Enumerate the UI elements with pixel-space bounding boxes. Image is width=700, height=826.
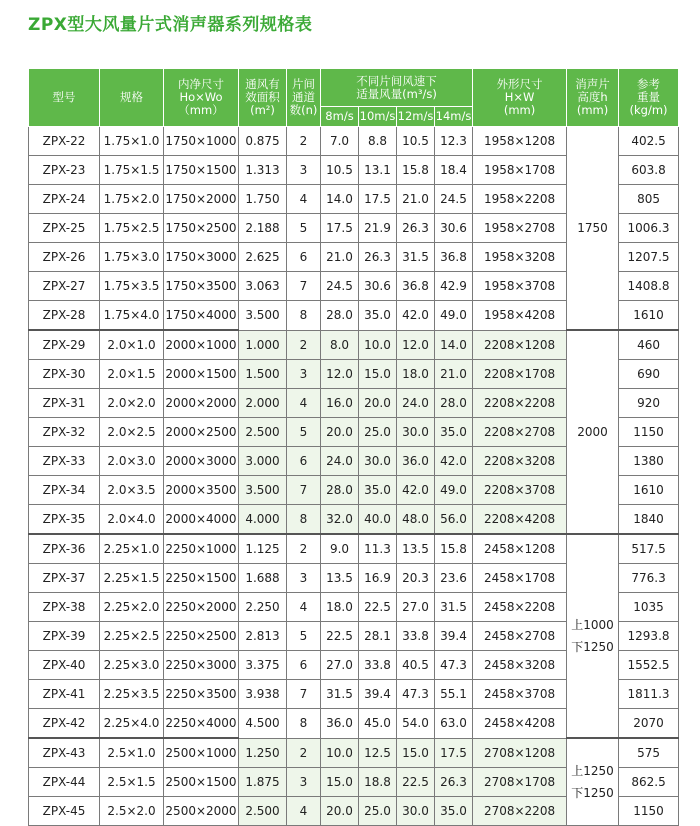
spec-cell: 2.25×1.5 (100, 564, 164, 593)
airflow-8-cell: 10.0 (321, 738, 359, 768)
inner-size-cell: 2500×1500 (164, 768, 239, 797)
area-cell: 3.000 (239, 447, 287, 476)
weight-cell: 1552.5 (619, 651, 679, 680)
weight-cell: 862.5 (619, 768, 679, 797)
airflow-10-cell: 20.0 (359, 389, 397, 418)
airflow-12-cell: 12.0 (397, 330, 435, 360)
header-inner-size: 内净尺寸 Ho×Wo （mm） (164, 69, 239, 127)
airflow-8-cell: 14.0 (321, 185, 359, 214)
airflow-8-cell: 22.5 (321, 622, 359, 651)
height-label: 下1250 (571, 786, 614, 800)
weight-cell: 776.3 (619, 564, 679, 593)
airflow-14-cell: 56.0 (435, 505, 473, 535)
airflow-12-cell: 13.5 (397, 534, 435, 564)
model-cell: ZPX-33 (29, 447, 100, 476)
airflow-12-cell: 22.5 (397, 768, 435, 797)
airflow-10-cell: 22.5 (359, 593, 397, 622)
airflow-8-cell: 24.5 (321, 272, 359, 301)
header-area: 通风有 效面积 (m²) (239, 69, 287, 127)
height-label: 下1250 (571, 640, 614, 654)
header-speed-10: 10m/s (359, 107, 397, 127)
airflow-8-cell: 31.5 (321, 680, 359, 709)
channels-cell: 8 (287, 505, 321, 535)
channels-cell: 5 (287, 622, 321, 651)
airflow-10-cell: 26.3 (359, 243, 397, 272)
area-cell: 1.688 (239, 564, 287, 593)
channels-cell: 2 (287, 738, 321, 768)
inner-size-cell: 1750×3000 (164, 243, 239, 272)
channels-cell: 6 (287, 243, 321, 272)
outer-size-cell: 1958×1708 (473, 156, 567, 185)
airflow-14-cell: 18.4 (435, 156, 473, 185)
airflow-12-cell: 21.0 (397, 185, 435, 214)
outer-size-cell: 2458×2708 (473, 622, 567, 651)
airflow-12-cell: 33.8 (397, 622, 435, 651)
airflow-12-cell: 24.0 (397, 389, 435, 418)
airflow-10-cell: 25.0 (359, 418, 397, 447)
channels-cell: 7 (287, 476, 321, 505)
airflow-10-cell: 30.0 (359, 447, 397, 476)
weight-cell: 603.8 (619, 156, 679, 185)
airflow-14-cell: 17.5 (435, 738, 473, 768)
model-cell: ZPX-44 (29, 768, 100, 797)
spec-cell: 2.0×1.0 (100, 330, 164, 360)
airflow-8-cell: 24.0 (321, 447, 359, 476)
airflow-12-cell: 18.0 (397, 360, 435, 389)
airflow-14-cell: 12.3 (435, 127, 473, 156)
outer-size-cell: 1958×3208 (473, 243, 567, 272)
area-cell: 3.500 (239, 476, 287, 505)
airflow-8-cell: 10.5 (321, 156, 359, 185)
model-cell: ZPX-32 (29, 418, 100, 447)
header-spec: 规格 (100, 69, 164, 127)
model-cell: ZPX-22 (29, 127, 100, 156)
area-cell: 3.375 (239, 651, 287, 680)
spec-cell: 1.75×1.0 (100, 127, 164, 156)
spec-cell: 2.0×1.5 (100, 360, 164, 389)
model-cell: ZPX-26 (29, 243, 100, 272)
outer-size-cell: 2458×1208 (473, 534, 567, 564)
airflow-14-cell: 14.0 (435, 330, 473, 360)
area-cell: 1.500 (239, 360, 287, 389)
airflow-8-cell: 7.0 (321, 127, 359, 156)
inner-size-cell: 2000×1500 (164, 360, 239, 389)
area-cell: 3.938 (239, 680, 287, 709)
channels-cell: 7 (287, 680, 321, 709)
table-row (29, 738, 679, 768)
channels-cell: 2 (287, 534, 321, 564)
inner-size-cell: 1750×2500 (164, 214, 239, 243)
airflow-12-cell: 36.8 (397, 272, 435, 301)
model-cell: ZPX-29 (29, 330, 100, 360)
airflow-12-cell: 47.3 (397, 680, 435, 709)
outer-size-cell: 2208×3708 (473, 476, 567, 505)
airflow-14-cell: 35.0 (435, 797, 473, 826)
area-cell: 4.000 (239, 505, 287, 535)
header-height: 消声片 高度h (mm) (567, 69, 619, 127)
outer-size-cell: 2208×3208 (473, 447, 567, 476)
inner-size-cell: 2250×1500 (164, 564, 239, 593)
airflow-14-cell: 42.0 (435, 447, 473, 476)
weight-cell: 1207.5 (619, 243, 679, 272)
airflow-12-cell: 48.0 (397, 505, 435, 535)
model-cell: ZPX-25 (29, 214, 100, 243)
area-cell: 2.500 (239, 418, 287, 447)
airflow-10-cell: 28.1 (359, 622, 397, 651)
inner-size-cell: 2250×3000 (164, 651, 239, 680)
spec-cell: 2.25×1.0 (100, 534, 164, 564)
spec-cell: 2.25×2.5 (100, 622, 164, 651)
weight-cell: 1380 (619, 447, 679, 476)
airflow-8-cell: 12.0 (321, 360, 359, 389)
channels-cell: 3 (287, 156, 321, 185)
airflow-10-cell: 35.0 (359, 476, 397, 505)
inner-size-cell: 2000×1000 (164, 330, 239, 360)
outer-size-cell: 2458×4208 (473, 709, 567, 739)
inner-size-cell: 1750×3500 (164, 272, 239, 301)
area-cell: 3.500 (239, 301, 287, 331)
outer-size-cell: 2708×1708 (473, 768, 567, 797)
outer-size-cell: 2458×3708 (473, 680, 567, 709)
channels-cell: 6 (287, 651, 321, 680)
outer-size-cell: 2208×2708 (473, 418, 567, 447)
airflow-8-cell: 15.0 (321, 768, 359, 797)
airflow-8-cell: 20.0 (321, 418, 359, 447)
airflow-14-cell: 28.0 (435, 389, 473, 418)
page-title: ZPX型大风量片式消声器系列规格表 (28, 15, 313, 35)
airflow-10-cell: 35.0 (359, 301, 397, 331)
airflow-14-cell: 42.9 (435, 272, 473, 301)
airflow-10-cell: 39.4 (359, 680, 397, 709)
airflow-12-cell: 30.0 (397, 418, 435, 447)
table-header (29, 69, 679, 127)
inner-size-cell: 2000×4000 (164, 505, 239, 535)
spec-cell: 2.0×3.5 (100, 476, 164, 505)
model-cell: ZPX-43 (29, 738, 100, 768)
area-cell: 2.625 (239, 243, 287, 272)
spec-cell: 2.0×2.5 (100, 418, 164, 447)
model-cell: ZPX-37 (29, 564, 100, 593)
channels-cell: 8 (287, 301, 321, 331)
model-cell: ZPX-30 (29, 360, 100, 389)
area-cell: 2.188 (239, 214, 287, 243)
airflow-8-cell: 16.0 (321, 389, 359, 418)
inner-size-cell: 2000×2000 (164, 389, 239, 418)
model-cell: ZPX-36 (29, 534, 100, 564)
area-cell: 4.500 (239, 709, 287, 739)
airflow-12-cell: 54.0 (397, 709, 435, 739)
spec-cell: 1.75×2.0 (100, 185, 164, 214)
airflow-10-cell: 40.0 (359, 505, 397, 535)
outer-size-cell: 2458×1708 (473, 564, 567, 593)
airflow-14-cell: 55.1 (435, 680, 473, 709)
spec-cell: 2.5×1.0 (100, 738, 164, 768)
model-cell: ZPX-31 (29, 389, 100, 418)
spec-cell: 2.0×2.0 (100, 389, 164, 418)
inner-size-cell: 2250×1000 (164, 534, 239, 564)
outer-size-cell: 2458×3208 (473, 651, 567, 680)
area-cell: 1.313 (239, 156, 287, 185)
airflow-14-cell: 30.6 (435, 214, 473, 243)
outer-size-cell: 2208×2208 (473, 389, 567, 418)
weight-cell: 1150 (619, 797, 679, 826)
airflow-8-cell: 21.0 (321, 243, 359, 272)
model-cell: ZPX-42 (29, 709, 100, 739)
airflow-8-cell: 27.0 (321, 651, 359, 680)
airflow-10-cell: 15.0 (359, 360, 397, 389)
weight-cell: 1293.8 (619, 622, 679, 651)
height-label: 1750 (577, 221, 608, 235)
outer-size-cell: 2208×1208 (473, 330, 567, 360)
inner-size-cell: 2000×2500 (164, 418, 239, 447)
inner-size-cell: 1750×1000 (164, 127, 239, 156)
weight-cell: 2070 (619, 709, 679, 739)
model-cell: ZPX-27 (29, 272, 100, 301)
airflow-8-cell: 32.0 (321, 505, 359, 535)
inner-size-cell: 2000×3500 (164, 476, 239, 505)
channels-cell: 5 (287, 214, 321, 243)
area-cell: 0.875 (239, 127, 287, 156)
airflow-12-cell: 27.0 (397, 593, 435, 622)
airflow-14-cell: 35.0 (435, 418, 473, 447)
height-cell (567, 738, 619, 826)
channels-cell: 4 (287, 593, 321, 622)
airflow-12-cell: 20.3 (397, 564, 435, 593)
height-label: 2000 (577, 425, 608, 439)
area-cell: 1.875 (239, 768, 287, 797)
airflow-8-cell: 36.0 (321, 709, 359, 739)
weight-cell: 1408.8 (619, 272, 679, 301)
airflow-12-cell: 26.3 (397, 214, 435, 243)
airflow-14-cell: 24.5 (435, 185, 473, 214)
airflow-10-cell: 10.0 (359, 330, 397, 360)
airflow-10-cell: 17.5 (359, 185, 397, 214)
airflow-14-cell: 26.3 (435, 768, 473, 797)
inner-size-cell: 1750×1500 (164, 156, 239, 185)
inner-size-cell: 2500×1000 (164, 738, 239, 768)
table-row (29, 330, 679, 360)
model-cell: ZPX-23 (29, 156, 100, 185)
channels-cell: 4 (287, 797, 321, 826)
airflow-14-cell: 15.8 (435, 534, 473, 564)
airflow-10-cell: 16.9 (359, 564, 397, 593)
spec-cell: 1.75×1.5 (100, 156, 164, 185)
airflow-8-cell: 17.5 (321, 214, 359, 243)
airflow-10-cell: 45.0 (359, 709, 397, 739)
inner-size-cell: 1750×4000 (164, 301, 239, 331)
airflow-14-cell: 49.0 (435, 476, 473, 505)
spec-cell: 2.5×1.5 (100, 768, 164, 797)
height-cell (567, 534, 619, 738)
weight-cell: 517.5 (619, 534, 679, 564)
area-cell: 1.000 (239, 330, 287, 360)
header-speed-8: 8m/s (321, 107, 359, 127)
outer-size-cell: 1958×2708 (473, 214, 567, 243)
outer-size-cell: 1958×1208 (473, 127, 567, 156)
header-speed-12: 12m/s (397, 107, 435, 127)
airflow-12-cell: 42.0 (397, 476, 435, 505)
weight-cell: 1610 (619, 301, 679, 331)
airflow-10-cell: 11.3 (359, 534, 397, 564)
airflow-12-cell: 36.0 (397, 447, 435, 476)
airflow-10-cell: 8.8 (359, 127, 397, 156)
model-cell: ZPX-35 (29, 505, 100, 535)
airflow-10-cell: 12.5 (359, 738, 397, 768)
airflow-12-cell: 30.0 (397, 797, 435, 826)
table-row (29, 534, 679, 564)
channels-cell: 6 (287, 447, 321, 476)
channels-cell: 8 (287, 709, 321, 739)
airflow-8-cell: 9.0 (321, 534, 359, 564)
spec-cell: 2.25×3.5 (100, 680, 164, 709)
airflow-12-cell: 10.5 (397, 127, 435, 156)
weight-cell: 460 (619, 330, 679, 360)
airflow-12-cell: 15.0 (397, 738, 435, 768)
airflow-12-cell: 31.5 (397, 243, 435, 272)
inner-size-cell: 2250×4000 (164, 709, 239, 739)
header-airflow-group: 不同片间风速下 适量风量(m³/s) (321, 69, 473, 107)
channels-cell: 2 (287, 330, 321, 360)
spec-cell: 2.25×2.0 (100, 593, 164, 622)
channels-cell: 7 (287, 272, 321, 301)
channels-cell: 3 (287, 564, 321, 593)
channels-cell: 4 (287, 185, 321, 214)
airflow-12-cell: 42.0 (397, 301, 435, 331)
area-cell: 3.063 (239, 272, 287, 301)
airflow-8-cell: 28.0 (321, 301, 359, 331)
airflow-14-cell: 49.0 (435, 301, 473, 331)
spec-cell: 2.25×3.0 (100, 651, 164, 680)
height-cell (567, 330, 619, 534)
header-model: 型号 (29, 69, 100, 127)
header-outer-size: 外形尺寸 H×W (mm) (473, 69, 567, 127)
area-cell: 1.125 (239, 534, 287, 564)
weight-cell: 1811.3 (619, 680, 679, 709)
inner-size-cell: 2250×2000 (164, 593, 239, 622)
weight-cell: 690 (619, 360, 679, 389)
spec-cell: 2.25×4.0 (100, 709, 164, 739)
airflow-8-cell: 20.0 (321, 797, 359, 826)
spec-cell: 1.75×2.5 (100, 214, 164, 243)
weight-cell: 1035 (619, 593, 679, 622)
area-cell: 2.250 (239, 593, 287, 622)
model-cell: ZPX-40 (29, 651, 100, 680)
weight-cell: 920 (619, 389, 679, 418)
channels-cell: 4 (287, 389, 321, 418)
weight-cell: 805 (619, 185, 679, 214)
airflow-14-cell: 21.0 (435, 360, 473, 389)
inner-size-cell: 2000×3000 (164, 447, 239, 476)
airflow-10-cell: 13.1 (359, 156, 397, 185)
channels-cell: 3 (287, 360, 321, 389)
channels-cell: 5 (287, 418, 321, 447)
height-label: 上1250 (571, 764, 614, 778)
area-cell: 1.250 (239, 738, 287, 768)
model-cell: ZPX-34 (29, 476, 100, 505)
height-label: 上1000 (571, 618, 614, 632)
airflow-14-cell: 23.6 (435, 564, 473, 593)
area-cell: 1.750 (239, 185, 287, 214)
weight-cell: 1610 (619, 476, 679, 505)
model-cell: ZPX-38 (29, 593, 100, 622)
area-cell: 2.813 (239, 622, 287, 651)
table-row (29, 127, 679, 156)
outer-size-cell: 2208×4208 (473, 505, 567, 535)
airflow-14-cell: 47.3 (435, 651, 473, 680)
weight-cell: 575 (619, 738, 679, 768)
area-cell: 2.500 (239, 797, 287, 826)
airflow-8-cell: 18.0 (321, 593, 359, 622)
airflow-12-cell: 40.5 (397, 651, 435, 680)
channels-cell: 2 (287, 127, 321, 156)
weight-cell: 402.5 (619, 127, 679, 156)
model-cell: ZPX-41 (29, 680, 100, 709)
weight-cell: 1150 (619, 418, 679, 447)
header-weight: 参考 重量 (kg/m) (619, 69, 679, 127)
outer-size-cell: 2708×2208 (473, 797, 567, 826)
outer-size-cell: 1958×2208 (473, 185, 567, 214)
outer-size-cell: 1958×3708 (473, 272, 567, 301)
inner-size-cell: 1750×2000 (164, 185, 239, 214)
airflow-14-cell: 39.4 (435, 622, 473, 651)
outer-size-cell: 1958×4208 (473, 301, 567, 331)
inner-size-cell: 2250×3500 (164, 680, 239, 709)
channels-cell: 3 (287, 768, 321, 797)
airflow-10-cell: 25.0 (359, 797, 397, 826)
airflow-8-cell: 28.0 (321, 476, 359, 505)
airflow-14-cell: 31.5 (435, 593, 473, 622)
inner-size-cell: 2250×2500 (164, 622, 239, 651)
model-cell: ZPX-24 (29, 185, 100, 214)
height-cell (567, 127, 619, 331)
header-channels: 片间 通道 数(n) (287, 69, 321, 127)
spec-cell: 2.5×2.0 (100, 797, 164, 826)
weight-cell: 1006.3 (619, 214, 679, 243)
airflow-14-cell: 36.8 (435, 243, 473, 272)
airflow-8-cell: 13.5 (321, 564, 359, 593)
spec-cell: 1.75×3.0 (100, 243, 164, 272)
airflow-10-cell: 21.9 (359, 214, 397, 243)
table-body (29, 127, 679, 826)
model-cell: ZPX-39 (29, 622, 100, 651)
inner-size-cell: 2500×2000 (164, 797, 239, 826)
spec-cell: 1.75×4.0 (100, 301, 164, 331)
model-cell: ZPX-45 (29, 797, 100, 826)
spec-cell: 2.0×4.0 (100, 505, 164, 535)
airflow-10-cell: 33.8 (359, 651, 397, 680)
airflow-10-cell: 30.6 (359, 272, 397, 301)
weight-cell: 1840 (619, 505, 679, 535)
outer-size-cell: 2708×1208 (473, 738, 567, 768)
area-cell: 2.000 (239, 389, 287, 418)
spec-cell: 2.0×3.0 (100, 447, 164, 476)
airflow-14-cell: 63.0 (435, 709, 473, 739)
outer-size-cell: 2458×2208 (473, 593, 567, 622)
header-speed-14: 14m/s (435, 107, 473, 127)
spec-cell: 1.75×3.5 (100, 272, 164, 301)
airflow-12-cell: 15.8 (397, 156, 435, 185)
outer-size-cell: 2208×1708 (473, 360, 567, 389)
airflow-8-cell: 8.0 (321, 330, 359, 360)
spec-table (28, 68, 679, 826)
model-cell: ZPX-28 (29, 301, 100, 331)
airflow-10-cell: 18.8 (359, 768, 397, 797)
